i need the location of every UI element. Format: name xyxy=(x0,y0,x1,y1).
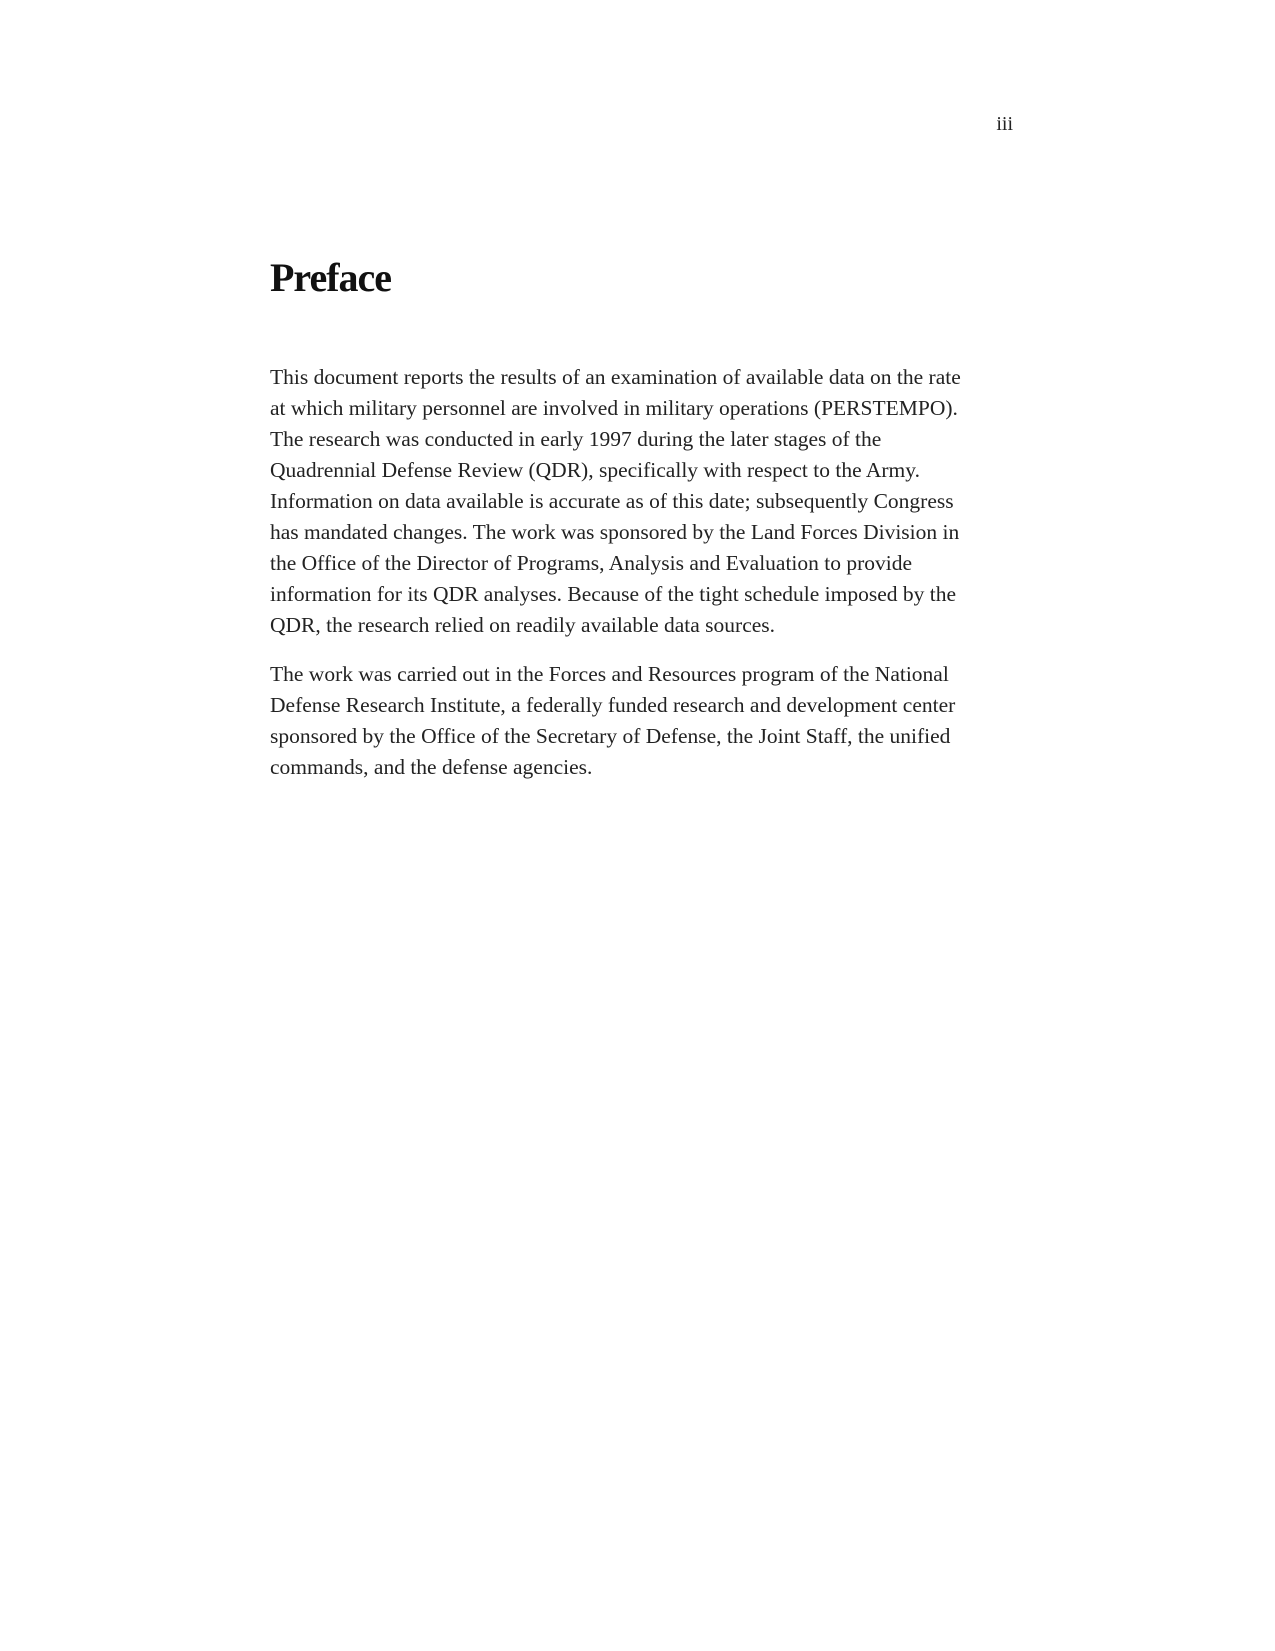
paragraph-line: QDR, the research relied on readily available data sources. xyxy=(270,613,776,637)
paragraph-line: The research was conducted in early 1997 during the later stages of the xyxy=(270,427,882,451)
paragraph-line: Information on data available is accurate as of this date; subsequently Congress xyxy=(270,489,954,513)
paragraph-1 xyxy=(270,362,1015,641)
document-body xyxy=(270,250,1015,801)
paragraph-line: The work was carried out in the Forces and Resources program of the National xyxy=(270,662,949,686)
page-number: iii xyxy=(996,113,1013,135)
paragraph-line: sponsored by the Office of the Secretary of Defense, the Joint Staff, the unified xyxy=(270,724,951,748)
paragraph-line: information for its QDR analyses. Because of the tight schedule imposed by the xyxy=(270,582,957,606)
paragraph-line: at which military personnel are involved in military operations (PERSTEMPO). xyxy=(270,396,958,420)
paragraph-line: Defense Research Institute, a federally funded research and development center xyxy=(270,693,956,717)
paragraph-line: commands, and the defense agencies. xyxy=(270,755,593,779)
paragraph-line: Quadrennial Defense Review (QDR), specifically with respect to the Army. xyxy=(270,458,920,482)
paragraph-2 xyxy=(270,659,1015,783)
paragraph-line: the Office of the Director of Programs, Analysis and Evaluation to provide xyxy=(270,551,913,575)
page-title: Preface xyxy=(270,255,392,300)
paragraph-line: This document reports the results of an examination of available data on the rate xyxy=(270,365,961,389)
paragraph-line: has mandated changes. The work was sponsored by the Land Forces Division in xyxy=(270,520,960,544)
